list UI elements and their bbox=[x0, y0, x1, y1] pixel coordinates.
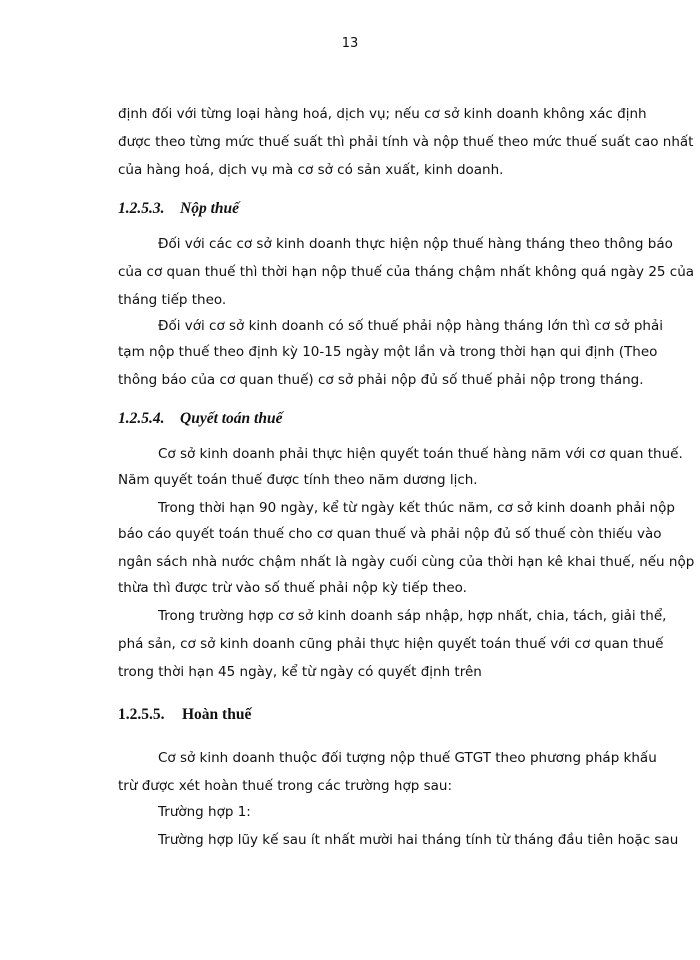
paragraph-line: thông báo của cơ quan thuế) cơ sở phải nộp đủ số thuế phải nộp trong tháng. bbox=[118, 372, 644, 388]
paragraph-line: Đối với cơ sở kinh doanh có số thuế phải nộp hàng tháng lớn thì cơ sở phải bbox=[158, 318, 664, 334]
section-number: 1.2.5.5. bbox=[118, 706, 165, 723]
page-number: 13 bbox=[341, 36, 359, 51]
paragraph-line: trong thời hạn 45 ngày, kể từ ngày có quyết định trên bbox=[118, 664, 482, 680]
paragraph-line: ngân sách nhà nước chậm nhất là ngày cuối cùng của thời hạn kê khai thuế, nếu nộp bbox=[118, 554, 695, 570]
paragraph-line: Trong trường hợp cơ sở kinh doanh sáp nhập, hợp nhất, chia, tách, giải thể, bbox=[158, 608, 667, 624]
section-number: 1.2.5.3. bbox=[118, 200, 165, 217]
paragraph-line: Trường hợp 1: bbox=[158, 804, 251, 820]
paragraph-line: được theo từng mức thuế suất thì phải tính và nộp thuế theo mức thuế suất cao nhất bbox=[118, 134, 694, 150]
paragraph-line: Cơ sở kinh doanh thuộc đối tượng nộp thuế GTGT theo phương pháp khấu bbox=[158, 750, 657, 766]
paragraph-line: Trường hợp lũy kế sau ít nhất mười hai tháng tính từ tháng đầu tiên hoặc sau bbox=[158, 832, 679, 848]
section-number: 1.2.5.4. bbox=[118, 410, 165, 427]
paragraph-line: tạm nộp thuế theo định kỳ 10-15 ngày một lần và trong thời hạn qui định (Theo bbox=[118, 344, 658, 360]
paragraph-line: của cơ quan thuế thì thời hạn nộp thuế của tháng chậm nhất không quá ngày 25 của bbox=[118, 264, 695, 280]
section-heading bbox=[118, 410, 282, 428]
section-heading bbox=[118, 706, 251, 724]
section-heading bbox=[118, 200, 239, 218]
paragraph-line: phá sản, cơ sở kinh doanh cũng phải thực hiện quyết toán thuế với cơ quan thuế bbox=[118, 636, 664, 652]
paragraph-line: Đối với các cơ sở kinh doanh thực hiện nộp thuế hàng tháng theo thông báo bbox=[158, 236, 673, 252]
paragraph-line: định đối với từng loại hàng hoá, dịch vụ; nếu cơ sở kinh doanh không xác định bbox=[118, 106, 647, 122]
paragraph-line: Cơ sở kinh doanh phải thực hiện quyết toán thuế hàng năm với cơ quan thuế. bbox=[158, 446, 683, 462]
paragraph-line: Trong thời hạn 90 ngày, kể từ ngày kết thúc năm, cơ sở kinh doanh phải nộp bbox=[158, 500, 675, 516]
paragraph-line: báo cáo quyết toán thuế cho cơ quan thuế và phải nộp đủ số thuế còn thiếu vào bbox=[118, 526, 662, 542]
section-title: Quyết toán thuế bbox=[180, 410, 283, 427]
section-title: Hoàn thuế bbox=[182, 706, 252, 723]
paragraph-line: tháng tiếp theo. bbox=[118, 292, 227, 308]
paragraph-line: trừ được xét hoàn thuế trong các trường hợp sau: bbox=[118, 778, 452, 794]
section-title: Nộp thuế bbox=[180, 200, 239, 217]
paragraph-line: thừa thì được trừ vào số thuế phải nộp kỳ tiếp theo. bbox=[118, 580, 467, 596]
paragraph-line: Năm quyết toán thuế được tính theo năm dương lịch. bbox=[118, 472, 478, 488]
paragraph-line: của hàng hoá, dịch vụ mà cơ sở có sản xuất, kinh doanh. bbox=[118, 162, 504, 178]
